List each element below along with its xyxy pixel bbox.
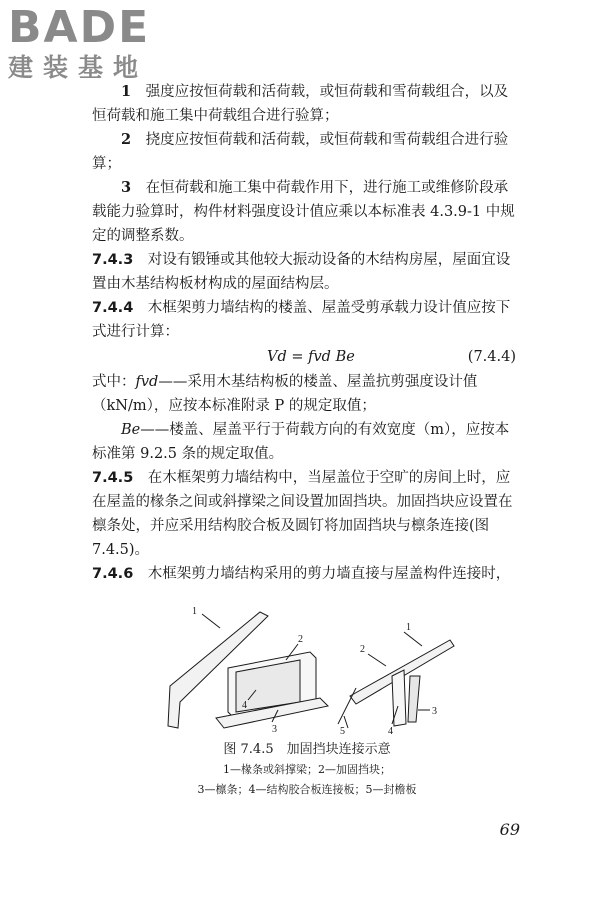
figure-label: 2: [360, 644, 365, 655]
clause-3: [92, 176, 522, 248]
fascia-drawing: [338, 688, 356, 724]
figure-label: 1: [406, 622, 411, 633]
clause-2: [92, 128, 522, 176]
figure-label: 2: [298, 634, 303, 645]
definition-be: [92, 418, 522, 466]
figure-label: 5: [340, 726, 345, 736]
section-text: 木框架剪力墙结构采用的剪力墙直接与屋盖构件连接时，: [147, 566, 511, 582]
formula: [92, 344, 522, 370]
clause-text: 强度应按恒荷载和活荷载，或恒荷载和雪荷载组合，以及恒荷载和施工集中荷载组合进行验算；: [92, 84, 509, 124]
section-7-4-5: [92, 466, 522, 562]
symbol-be: Be: [121, 422, 141, 438]
formula-expression: Vd = fvd Be: [267, 349, 355, 365]
section-7-4-3: [92, 248, 522, 296]
figure-legend-line: 3—檩条；4—结构胶合板连接板；5—封檐板: [197, 783, 417, 796]
blocking-connection-figure: [160, 606, 460, 736]
section-number: 7.4.3: [92, 252, 134, 268]
document-body: [92, 80, 522, 586]
figure-legend-line: 1—椽条或斜撑梁；2—加固挡块；: [223, 763, 391, 776]
section-number: 7.4.4: [92, 300, 134, 316]
logo-brand: BADE: [8, 2, 151, 53]
section-7-4-4: [92, 296, 522, 344]
clause-text: 在恒荷载和施工集中荷载作用下，进行施工或维修阶段承载能力验算时，构件材料强度设计值应乘以本标准表 4.3.9-1 中规定的调整系数。: [92, 180, 515, 244]
figure-caption-block: [92, 740, 522, 800]
where-label: 式中：: [92, 374, 136, 390]
section-text: 对设有锻锤或其他较大振动设备的木结构房屋，屋面宜设置由木基结构板材构成的屋面结构层。: [92, 252, 511, 292]
clause-number: 2: [121, 131, 132, 148]
logo-subtitle: 建装基地: [8, 53, 149, 82]
section-7-4-6: [92, 562, 522, 586]
section-number: 7.4.5: [92, 470, 134, 486]
figure-label: 1: [192, 606, 197, 617]
section-number: 7.4.6: [92, 566, 134, 582]
section-text: 在木框架剪力墙结构中，当屋盖位于空旷的房间上时，应在屋盖的椽条之间或斜撑梁之间设置加固挡块。加固挡块应设置在檩条处，并应采用结构胶合板及圆钉将加固挡块与檩条连接(图 7.4.5)。: [92, 470, 513, 558]
definition-fvd: [92, 370, 522, 418]
symbol-fvd: fvd: [135, 374, 159, 390]
formula-number: (7.4.4): [467, 349, 516, 365]
clause-number: 3: [121, 179, 132, 196]
page-number: 69: [499, 820, 520, 839]
definition-text: ——楼盖、屋盖平行于荷载方向的有效宽度（m），应按本标准第 9.2.5 条的规定取值。: [92, 422, 510, 462]
figure-caption: 图 7.4.5 加固挡块连接示意: [223, 742, 391, 757]
figure-label: 3: [272, 724, 277, 735]
figure-label: 3: [432, 706, 437, 717]
definition-text: ——采用木基结构板的楼盖、屋盖抗剪强度设计值（kN/m），应按本标准附录 P 的规定取值；: [92, 374, 478, 414]
logo: [8, 4, 150, 84]
figure-label: 4: [242, 700, 247, 711]
clause-text: 挠度应按恒荷载和活荷载，或恒荷载和雪荷载组合进行验算；: [92, 132, 509, 172]
clause-1: [92, 80, 522, 128]
section-text: 木框架剪力墙结构的楼盖、屋盖受剪承载力设计值应按下式进行计算：: [92, 300, 511, 340]
right-purlin-drawing: [408, 676, 420, 722]
clause-number: 1: [121, 83, 132, 100]
figure-label: 4: [388, 726, 393, 736]
